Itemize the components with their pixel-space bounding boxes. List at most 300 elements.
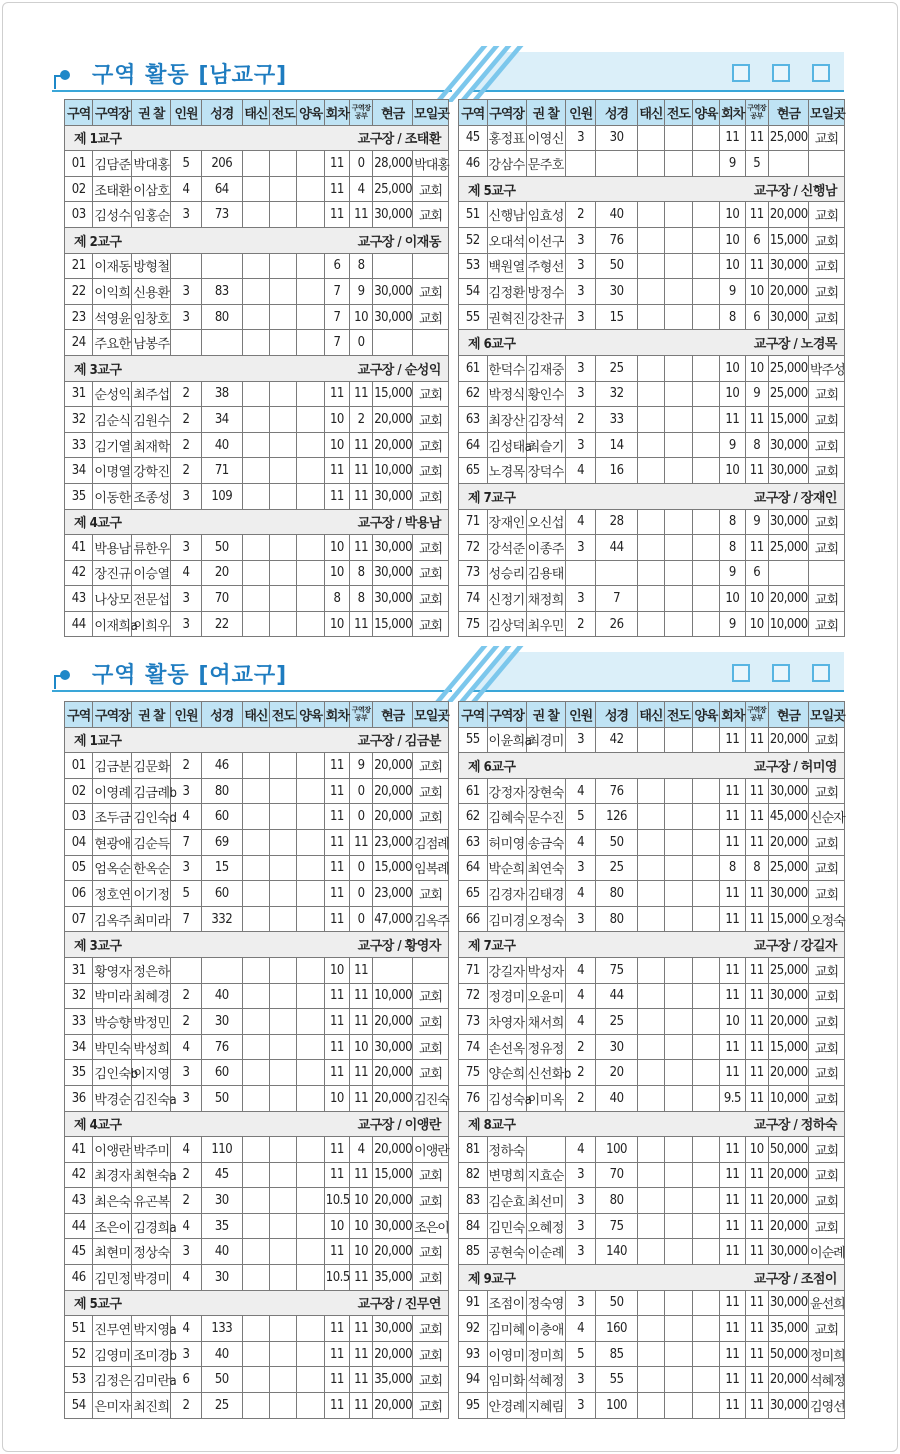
cell-meeting-place: 김진숙 (413, 1085, 449, 1111)
cell-district-leader: 김담준 (93, 151, 132, 177)
cell-evangelism (665, 1137, 693, 1163)
cell-deacon: 전문섭 (132, 586, 171, 612)
cell-bible: 45 (201, 1162, 242, 1188)
cell-nurture (692, 407, 720, 433)
cell-members: 3 (565, 381, 596, 407)
cell-newborn (637, 125, 665, 151)
cell-nurture (297, 202, 324, 228)
group-name: 제 8교구 (468, 1118, 516, 1134)
cell-members: 4 (171, 1213, 202, 1239)
cell-evangelism (665, 381, 693, 407)
cell-session: 11 (720, 1137, 745, 1163)
cell-nurture (297, 983, 324, 1009)
cell-deacon: 이삼호 (132, 176, 171, 202)
cell-members: 2 (171, 1009, 202, 1035)
cell-offering: 30,000 (373, 560, 413, 586)
cell-members: 4 (565, 881, 596, 907)
cell-meeting-place: 교회 (809, 855, 845, 881)
cell-district-leader: 김영미 (93, 1341, 132, 1367)
cell-offering: 20,000 (768, 202, 808, 228)
cell-meeting-place (809, 560, 845, 586)
cell-nurture (297, 829, 324, 855)
cell-evangelism (270, 1213, 297, 1239)
cell-evangelism (665, 151, 693, 177)
cell-members: 2 (171, 381, 202, 407)
cell-session: 10 (324, 957, 349, 983)
cell-offering: 20,000 (373, 1239, 413, 1265)
cell-bible: 40 (596, 1085, 637, 1111)
cell-members: 3 (565, 906, 596, 932)
cell-leader-study: 8 (350, 253, 373, 279)
cell-evangelism (665, 1213, 693, 1239)
cell-bible: 30 (596, 279, 637, 305)
cell-nurture (297, 458, 324, 484)
cell-deacon: 김금례b (132, 778, 171, 804)
cell-bible: 60 (201, 881, 242, 907)
cell-deacon: 최연숙 (526, 855, 565, 881)
group-leader: 교구장 / 김금분 (357, 734, 441, 750)
cell-leader-study: 4 (350, 1137, 373, 1163)
cell-members: 3 (565, 1393, 596, 1419)
cell-nurture (692, 381, 720, 407)
cell-bible: 64 (201, 176, 242, 202)
cell-deacon: 방형철 (132, 253, 171, 279)
cell-leader-study: 0 (350, 804, 373, 830)
cell-meeting-place: 교회 (413, 458, 449, 484)
group-header-row (65, 1111, 449, 1137)
cell-leader-study: 11 (745, 1367, 768, 1393)
cell-meeting-place: 교회 (809, 253, 845, 279)
group-header-cell (65, 1111, 449, 1137)
cell-offering: 30,000 (373, 483, 413, 509)
cell-leader-study: 11 (350, 458, 373, 484)
column-header-members: 인원 (565, 702, 596, 728)
cell-newborn (637, 586, 665, 612)
cell-deacon: 장현숙 (526, 778, 565, 804)
cell-session: 11 (324, 1162, 349, 1188)
column-header-leader-study: 구역장 공부 (745, 702, 768, 728)
cell-members: 3 (565, 432, 596, 458)
cell-district-leader: 이영미 (487, 1341, 526, 1367)
group-header-cell (459, 1265, 845, 1291)
table-row (459, 1341, 845, 1367)
cell-evangelism (270, 829, 297, 855)
section-title: 구역 활동 [남교구] (92, 63, 288, 88)
group-leader: 교구장 / 순성익 (357, 362, 441, 378)
group-header-cell (65, 727, 449, 753)
cell-offering: 25,000 (768, 381, 808, 407)
cell-session: 10 (324, 1213, 349, 1239)
cell-district: 64 (459, 855, 488, 881)
cell-session: 8 (324, 586, 349, 612)
cell-members: 4 (171, 1316, 202, 1342)
cell-bible: 16 (596, 458, 637, 484)
cell-session: 9 (720, 432, 745, 458)
cell-district-leader: 김성태a (487, 432, 526, 458)
cell-newborn (637, 855, 665, 881)
cell-evangelism (270, 381, 297, 407)
cell-offering: 20,000 (373, 804, 413, 830)
cell-district-leader: 이재동 (93, 253, 132, 279)
cell-district-leader: 강석준 (487, 535, 526, 561)
cell-leader-study: 11 (350, 483, 373, 509)
cell-evangelism (270, 1162, 297, 1188)
cell-leader-study: 11 (350, 1060, 373, 1086)
column-header-offering: 현금 (768, 702, 808, 728)
cell-newborn (637, 957, 665, 983)
cell-district: 46 (459, 151, 488, 177)
cell-session: 11 (324, 829, 349, 855)
cell-session: 11 (324, 1060, 349, 1086)
cell-district-leader: 박순희 (487, 855, 526, 881)
cell-district-leader: 박정식 (487, 381, 526, 407)
cell-nurture (692, 881, 720, 907)
cell-newborn (242, 855, 269, 881)
cell-session: 11 (720, 1162, 745, 1188)
cell-leader-study: 11 (350, 957, 373, 983)
cell-deacon (526, 1137, 565, 1163)
cell-district: 66 (459, 906, 488, 932)
table-row (459, 778, 845, 804)
cell-deacon: 석혜정 (526, 1367, 565, 1393)
cell-district: 61 (459, 355, 488, 381)
cell-nurture (692, 1188, 720, 1214)
cell-district-leader: 박용남 (93, 535, 132, 561)
heading-band (472, 52, 844, 92)
table-row (459, 1316, 845, 1342)
cell-leader-study: 11 (745, 458, 768, 484)
cell-newborn (242, 586, 269, 612)
cell-meeting-place: 교회 (413, 881, 449, 907)
cell-members (171, 253, 202, 279)
cell-leader-study: 11 (745, 778, 768, 804)
roster-table-women-left (64, 701, 449, 1419)
cell-district-leader: 조점이 (487, 1290, 526, 1316)
cell-meeting-place: 교회 (413, 1034, 449, 1060)
cell-bible: 40 (201, 983, 242, 1009)
cell-district-leader: 이동한 (93, 483, 132, 509)
cell-session: 11 (324, 906, 349, 932)
column-header-deacon: 권 찰 (132, 702, 171, 728)
cell-deacon: 이미옥 (526, 1085, 565, 1111)
cell-deacon: 김미란a (132, 1367, 171, 1393)
cell-members: 2 (565, 1085, 596, 1111)
cell-district: 82 (459, 1162, 488, 1188)
cell-district-leader: 정경미 (487, 983, 526, 1009)
cell-district: 33 (65, 432, 93, 458)
cell-members: 7 (171, 906, 202, 932)
cell-district-leader: 김옥주 (93, 906, 132, 932)
cell-district: 32 (65, 983, 93, 1009)
cell-members: 4 (171, 176, 202, 202)
cell-nurture (692, 1316, 720, 1342)
cell-bible: 25 (596, 1009, 637, 1035)
cell-newborn (242, 1188, 269, 1214)
cell-district: 81 (459, 1137, 488, 1163)
cell-meeting-place: 교회 (809, 227, 845, 253)
cell-bible: 30 (596, 1034, 637, 1060)
cell-bible: 160 (596, 1316, 637, 1342)
cell-session: 11 (720, 906, 745, 932)
cell-district-leader: 장재인 (487, 509, 526, 535)
cell-meeting-place: 교회 (413, 176, 449, 202)
cell-leader-study: 9 (350, 753, 373, 779)
cell-district-leader: 최현미 (93, 1239, 132, 1265)
cell-offering: 20,000 (768, 1213, 808, 1239)
cell-district: 65 (459, 458, 488, 484)
table-row (65, 304, 449, 330)
cell-leader-study: 11 (350, 983, 373, 1009)
cell-deacon: 오정숙 (526, 906, 565, 932)
cell-bible (201, 957, 242, 983)
table-row (65, 957, 449, 983)
cell-deacon: 채정희 (526, 586, 565, 612)
cell-district-leader: 엄옥순 (93, 855, 132, 881)
cell-session: 11 (324, 983, 349, 1009)
group-leader: 교구장 / 허미영 (753, 759, 837, 775)
cell-district-leader: 김미경 (487, 906, 526, 932)
cell-meeting-place: 교회 (809, 125, 845, 151)
cell-district: 55 (459, 727, 488, 753)
cell-leader-study: 11 (350, 1341, 373, 1367)
column-header-members: 인원 (565, 100, 596, 126)
cell-district: 74 (459, 1034, 488, 1060)
cell-district-leader: 이재희a (93, 611, 132, 637)
cell-members: 2 (171, 458, 202, 484)
cell-deacon: 신용환 (132, 279, 171, 305)
column-header-evangelism: 전도 (665, 100, 693, 126)
cell-offering: 23,000 (373, 881, 413, 907)
cell-evangelism (665, 983, 693, 1009)
cell-meeting-place: 정미희 (809, 1341, 845, 1367)
group-leader: 교구장 / 황영자 (357, 939, 441, 955)
cell-bible: 25 (596, 855, 637, 881)
table-row (459, 535, 845, 561)
cell-members: 3 (171, 778, 202, 804)
cell-evangelism (665, 1367, 693, 1393)
cell-deacon: 지혜림 (526, 1393, 565, 1419)
cell-nurture (692, 1085, 720, 1111)
cell-session: 11 (720, 1393, 745, 1419)
cell-district-leader: 최은숙 (93, 1188, 132, 1214)
cell-evangelism (270, 535, 297, 561)
table-row (65, 1239, 449, 1265)
cell-offering: 10,000 (768, 611, 808, 637)
cell-deacon: 이순례 (526, 1239, 565, 1265)
cell-evangelism (270, 330, 297, 356)
cell-nurture (297, 753, 324, 779)
cell-leader-study: 0 (350, 855, 373, 881)
cell-bible: 30 (201, 1265, 242, 1291)
cell-members: 4 (565, 509, 596, 535)
column-header-nurture: 양육 (692, 702, 720, 728)
cell-deacon: 유곤복 (132, 1188, 171, 1214)
cell-evangelism (270, 881, 297, 907)
cell-offering: 20,000 (373, 407, 413, 433)
cell-members: 3 (565, 1239, 596, 1265)
cell-nurture (297, 1188, 324, 1214)
cell-session: 11 (324, 1367, 349, 1393)
cell-meeting-place: 교회 (809, 881, 845, 907)
cell-newborn (637, 560, 665, 586)
group-leader: 교구장 / 정하숙 (753, 1118, 837, 1134)
column-header-district: 구역 (65, 702, 93, 728)
cell-offering: 20,000 (768, 1060, 808, 1086)
cell-leader-study: 11 (350, 432, 373, 458)
column-header-district: 구역 (459, 702, 488, 728)
cell-nurture (297, 611, 324, 637)
cell-offering: 20,000 (768, 1162, 808, 1188)
column-header-district-leader: 구역장 (487, 100, 526, 126)
cell-evangelism (665, 304, 693, 330)
cell-offering: 30,000 (768, 304, 808, 330)
cell-deacon: 신선화b (526, 1060, 565, 1086)
cell-leader-study: 2 (350, 407, 373, 433)
table-row (65, 1060, 449, 1086)
cell-meeting-place: 교회 (809, 829, 845, 855)
cell-bible: 50 (596, 1290, 637, 1316)
cell-meeting-place: 교회 (809, 727, 845, 753)
group-header-cell (459, 932, 845, 958)
table-row (65, 1034, 449, 1060)
cell-session: 10 (720, 227, 745, 253)
cell-members: 3 (171, 1341, 202, 1367)
cell-nurture (297, 1265, 324, 1291)
cell-newborn (637, 1213, 665, 1239)
cell-district: 42 (65, 560, 93, 586)
cell-bible: 30 (201, 1188, 242, 1214)
cell-meeting-place (809, 151, 845, 177)
cell-district: 32 (65, 407, 93, 433)
cell-session: 11 (324, 176, 349, 202)
cell-offering: 23,000 (373, 829, 413, 855)
cell-newborn (242, 829, 269, 855)
group-name: 제 1교구 (74, 132, 122, 148)
cell-deacon: 문수진 (526, 804, 565, 830)
cell-newborn (637, 1290, 665, 1316)
cell-session: 11 (720, 1341, 745, 1367)
cell-deacon: 정상숙 (132, 1239, 171, 1265)
cell-newborn (242, 279, 269, 305)
cell-leader-study: 11 (350, 1367, 373, 1393)
group-header-cell (459, 483, 845, 509)
table-row (459, 804, 845, 830)
cell-newborn (637, 1137, 665, 1163)
column-header-nurture: 양육 (297, 100, 324, 126)
cell-district-leader: 노경목 (487, 458, 526, 484)
cell-offering: 15,000 (768, 407, 808, 433)
column-header-nurture: 양육 (297, 702, 324, 728)
cell-meeting-place: 교회 (809, 1162, 845, 1188)
cell-district: 36 (65, 1085, 93, 1111)
cell-district-leader: 조은이 (93, 1213, 132, 1239)
cell-bible: 332 (201, 906, 242, 932)
table-row (65, 586, 449, 612)
cell-leader-study: 9 (745, 381, 768, 407)
cell-bible: 50 (201, 1367, 242, 1393)
cell-meeting-place: 교회 (413, 753, 449, 779)
cell-district: 51 (459, 202, 488, 228)
cell-evangelism (270, 432, 297, 458)
cell-bible: 133 (201, 1316, 242, 1342)
cell-meeting-place: 교회 (809, 407, 845, 433)
cell-meeting-place: 교회 (413, 1367, 449, 1393)
group-name: 제 7교구 (468, 939, 516, 955)
cell-newborn (242, 1034, 269, 1060)
table-row (65, 535, 449, 561)
cell-members: 4 (171, 1265, 202, 1291)
cell-nurture (297, 957, 324, 983)
table-row (65, 279, 449, 305)
cell-district-leader: 정호연 (93, 881, 132, 907)
cell-district-leader: 차영자 (487, 1009, 526, 1035)
column-header-newborn: 태신 (242, 100, 269, 126)
cell-session: 10 (324, 535, 349, 561)
cell-nurture (297, 1393, 324, 1419)
cell-newborn (242, 1265, 269, 1291)
cell-session: 11 (720, 778, 745, 804)
column-header-nurture: 양육 (692, 100, 720, 126)
cell-evangelism (270, 560, 297, 586)
cell-leader-study: 11 (745, 1341, 768, 1367)
cell-district: 61 (459, 778, 488, 804)
cell-meeting-place: 조은이 (413, 1213, 449, 1239)
cell-session: 11 (720, 1367, 745, 1393)
cell-leader-study: 11 (745, 1085, 768, 1111)
cell-deacon: 최현숙a (132, 1162, 171, 1188)
cell-evangelism (665, 227, 693, 253)
cell-district: 34 (65, 1034, 93, 1060)
cell-deacon: 최우민 (526, 611, 565, 637)
cell-members: 4 (171, 1034, 202, 1060)
cell-nurture (692, 227, 720, 253)
cell-members: 4 (565, 778, 596, 804)
cell-newborn (637, 304, 665, 330)
cell-district: 84 (459, 1213, 488, 1239)
group-header-row (459, 1265, 845, 1291)
cell-meeting-place: 교회 (809, 1188, 845, 1214)
column-header-district: 구역 (65, 100, 93, 126)
cell-members: 3 (565, 1367, 596, 1393)
cell-session: 8 (720, 509, 745, 535)
cell-district-leader: 신행남 (487, 202, 526, 228)
table-row (65, 611, 449, 637)
cell-nurture (692, 125, 720, 151)
cell-newborn (637, 279, 665, 305)
cell-leader-study: 11 (745, 407, 768, 433)
cell-offering: 30,000 (768, 983, 808, 1009)
cell-offering: 25,000 (768, 957, 808, 983)
cell-session: 8 (720, 535, 745, 561)
cell-nurture (297, 1367, 324, 1393)
cell-offering: 30,000 (768, 1239, 808, 1265)
cell-bible: 75 (596, 957, 637, 983)
cell-evangelism (665, 1341, 693, 1367)
cell-newborn (242, 906, 269, 932)
table-row (65, 804, 449, 830)
cell-meeting-place: 교회 (809, 304, 845, 330)
cell-meeting-place: 교회 (809, 432, 845, 458)
cell-evangelism (665, 535, 693, 561)
cell-bible: 126 (596, 804, 637, 830)
table-row (459, 611, 845, 637)
cell-evangelism (270, 753, 297, 779)
cell-meeting-place (413, 957, 449, 983)
table-header-row (65, 100, 449, 126)
cell-nurture (297, 586, 324, 612)
cell-evangelism (665, 855, 693, 881)
cell-leader-study: 11 (350, 381, 373, 407)
